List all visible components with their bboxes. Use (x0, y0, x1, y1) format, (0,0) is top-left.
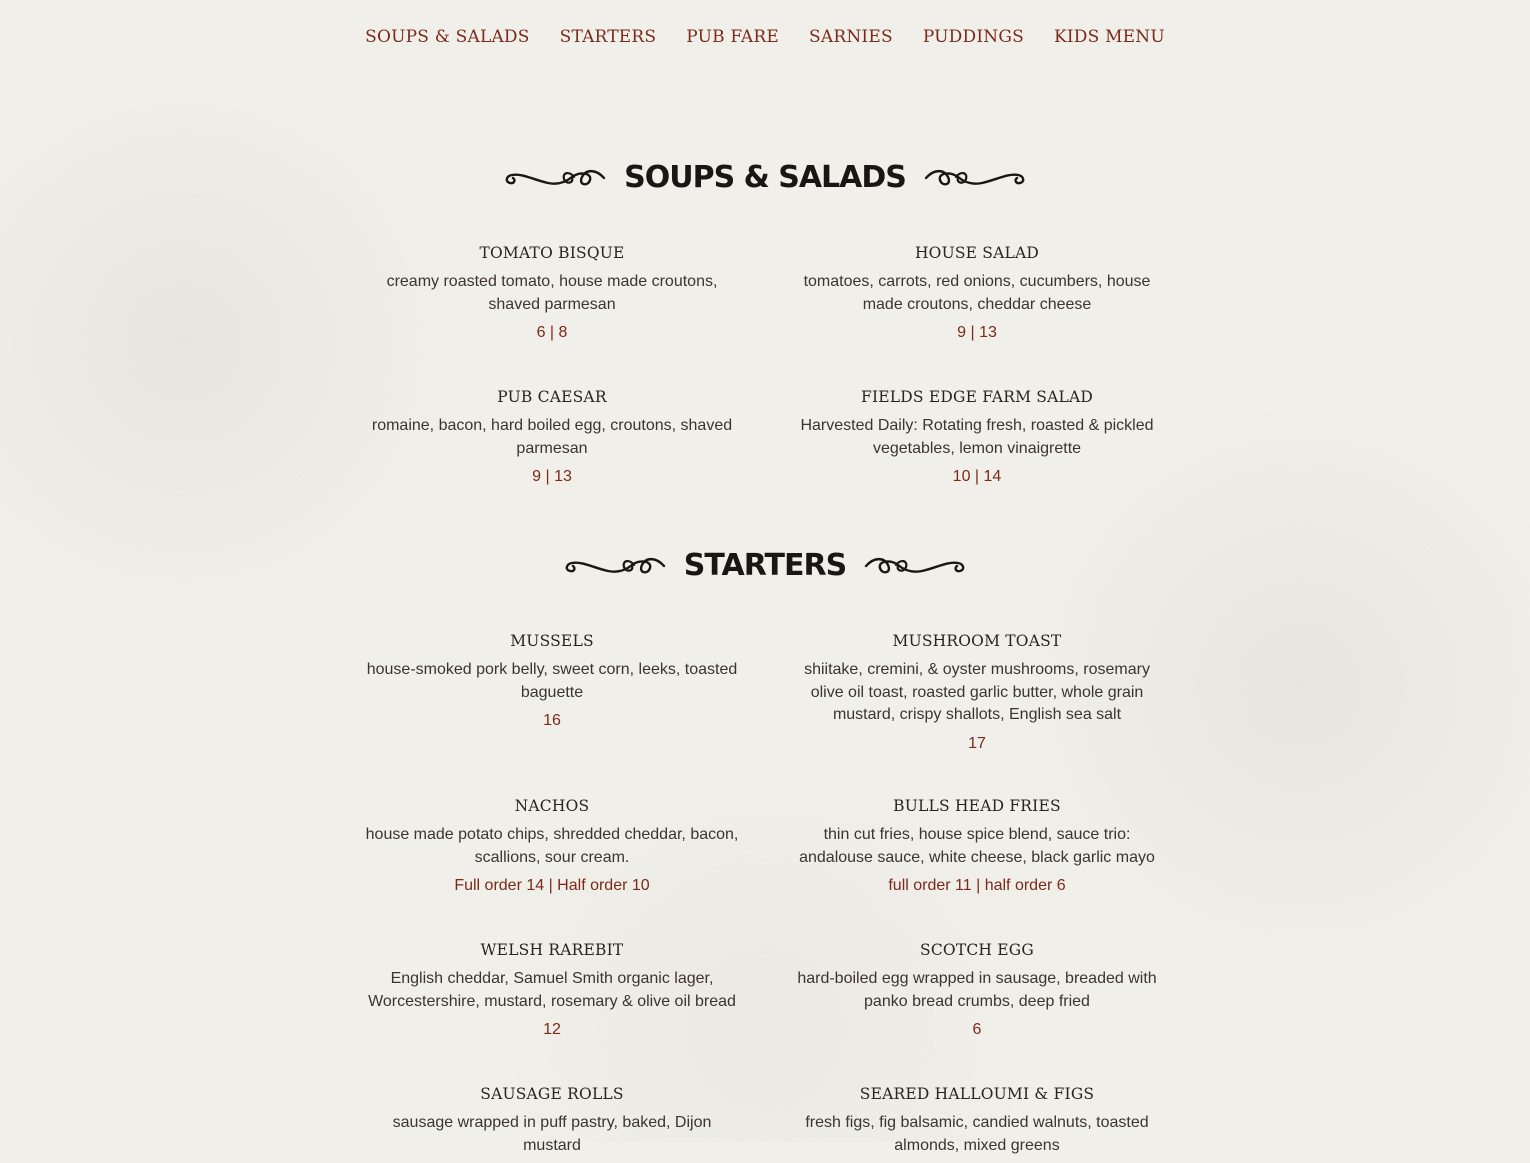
nav-link-soups-salads[interactable]: SOUPS & SALADS (365, 27, 530, 47)
menu-item (362, 940, 742, 1041)
menu-item-name: TOMATO BISQUE (479, 244, 625, 262)
menu-item-description: Harvested Daily: Rotating fresh, roasted & pickled vegetables, lemon vinaigrette (800, 417, 1154, 457)
left-swirl-ornament-icon (504, 163, 608, 193)
menu-item (362, 796, 742, 897)
menu-item-description: creamy roasted tomato, house made croutons, shaved parmesan (386, 273, 718, 313)
menu-item-description: English cheddar, Samuel Smith organic lager, Worcestershire, mustard, rosemary & olive oil bread (368, 970, 736, 1010)
menu-item-name: NACHOS (514, 797, 590, 815)
right-swirl-ornament-icon (922, 163, 1026, 193)
section-title: STARTERS (683, 548, 847, 583)
menu-item-name: HOUSE SALAD (914, 244, 1040, 262)
menu-item-name: WELSH RAREBIT (480, 941, 624, 959)
section-heading-starters (0, 546, 1530, 586)
menu-item-description: shiitake, cremini, & oyster mushrooms, rosemary olive oil toast, roasted garlic butter, whole grain mustard, crispy shallots, English sea salt (804, 661, 1150, 723)
menu-item-price: 12 (543, 1021, 561, 1038)
menu-item-price: 9 | 13 (532, 468, 572, 485)
menu-item-price: full order 11 | half order 6 (888, 877, 1066, 894)
menu-item-description: house made potato chips, shredded cheddar, bacon, scallions, sour cream. (365, 826, 739, 866)
menu-item-description: tomatoes, carrots, red onions, cucumbers, house made croutons, cheddar cheese (803, 273, 1151, 313)
menu-item-description: house-smoked pork belly, sweet corn, leeks, toasted baguette (366, 661, 738, 701)
menu-item-name: SEARED HALLOUMI & FIGS (859, 1085, 1095, 1103)
menu-item-name: MUSHROOM TOAST (892, 632, 1062, 650)
nav-link-kids-menu[interactable]: KIDS MENU (1053, 27, 1165, 47)
menu-item (362, 1084, 742, 1163)
menu-item-name: PUB CAESAR (497, 388, 607, 406)
menu-item-price: 17 (968, 734, 986, 752)
menu-item-price: Full order 14 | Half order 10 (454, 877, 650, 894)
menu-item-name: BULLS HEAD FRIES (893, 797, 1061, 815)
menu-item (787, 796, 1167, 897)
section-heading-soups-salads (0, 158, 1530, 198)
nav-link-pub-fare[interactable]: PUB FARE (686, 27, 780, 47)
menu-category-nav (0, 24, 1530, 50)
menu-item (362, 631, 742, 732)
menu-item-price: 6 | 8 (536, 324, 568, 341)
menu-item-description: thin cut fries, house spice blend, sauce trio: andalouse sauce, white cheese, black garlic mayo (799, 826, 1155, 866)
menu-item-name: SAUSAGE ROLLS (480, 1085, 624, 1103)
menu-item-price: 10 | 14 (952, 468, 1002, 485)
menu-item (787, 940, 1167, 1041)
menu-item-description: sausage wrapped in puff pastry, baked, Dijon mustard (392, 1114, 712, 1154)
section-title: SOUPS & SALADS (624, 160, 906, 195)
nav-link-sarnies[interactable]: SARNIES (809, 27, 893, 47)
menu-item (787, 631, 1167, 755)
menu-item-name: MUSSELS (510, 632, 594, 650)
nav-link-starters[interactable]: STARTERS (559, 27, 657, 47)
menu-item-price: 9 | 13 (957, 324, 997, 341)
menu-item-description: fresh figs, fig balsamic, candied walnuts, toasted almonds, mixed greens (805, 1114, 1149, 1154)
menu-item-price: 6 (972, 1021, 982, 1038)
menu-item (787, 243, 1167, 344)
menu-item-name: FIELDS EDGE FARM SALAD (860, 388, 1094, 406)
menu-item-description: romaine, bacon, hard boiled egg, croutons, shaved parmesan (371, 417, 733, 457)
menu-item-name: SCOTCH EGG (920, 941, 1034, 959)
menu-item-description: hard-boiled egg wrapped in sausage, breaded with panko bread crumbs, deep fried (797, 970, 1157, 1010)
menu-item-price: 16 (543, 712, 561, 729)
menu-item (787, 1084, 1167, 1163)
menu-item (362, 243, 742, 344)
right-swirl-ornament-icon (862, 551, 966, 581)
menu-item (362, 387, 742, 488)
menu-item (787, 387, 1167, 488)
left-swirl-ornament-icon (564, 551, 668, 581)
nav-link-puddings[interactable]: PUDDINGS (922, 27, 1024, 47)
